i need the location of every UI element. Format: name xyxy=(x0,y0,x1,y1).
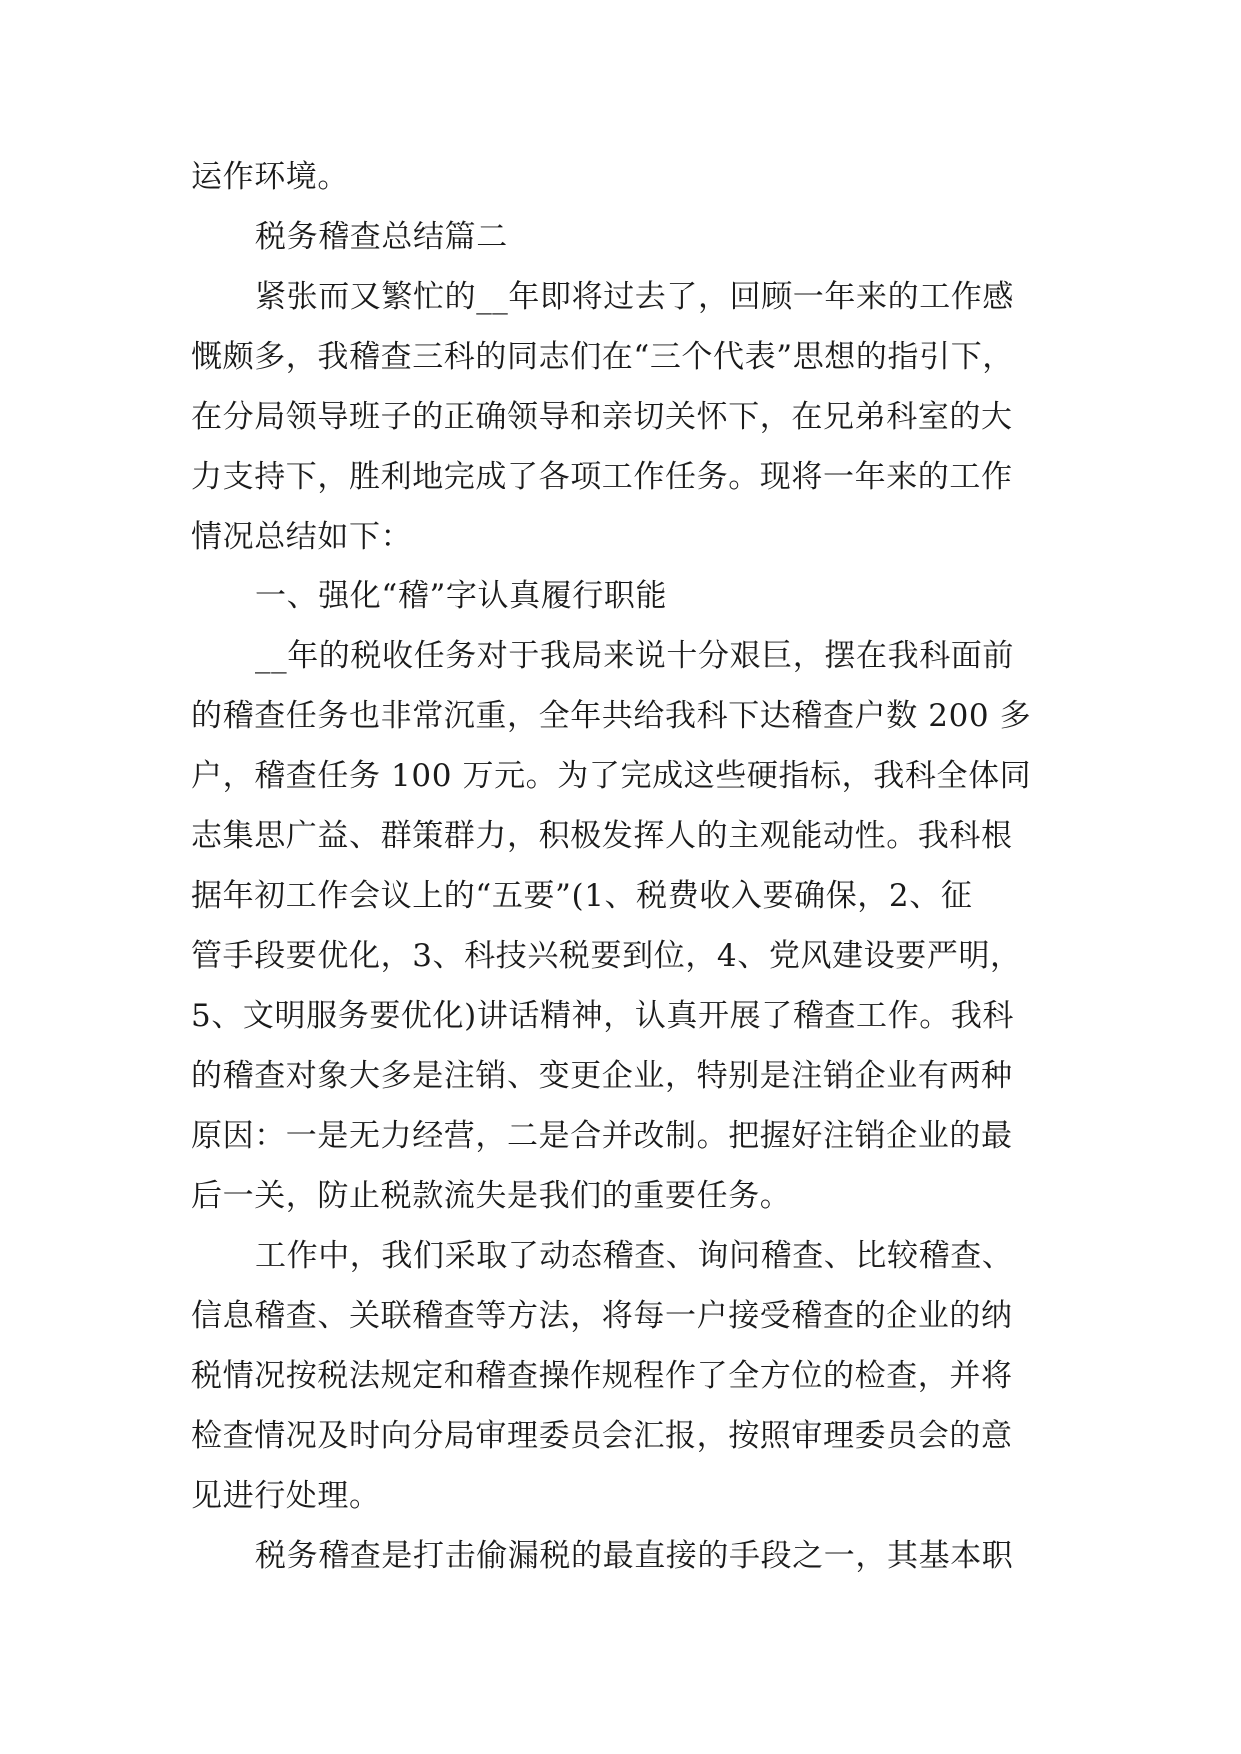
text-line-18: 后一关，防止税款流失是我们的重要任务。 xyxy=(191,1178,792,1214)
text-line-7: 情况总结如下： xyxy=(191,519,413,555)
text-line-19: 工作中，我们采取了动态稽查、询问稽查、比较稽查、 xyxy=(255,1238,1014,1274)
text-line-12: 志集思广益、群策群力，积极发挥人的主观能动性。我科根 xyxy=(191,818,1013,854)
section-heading: 税务稽查总结篇二 xyxy=(255,219,508,255)
text-line-22: 检查情况及时向分局审理委员会汇报，按照审理委员会的意 xyxy=(191,1418,1013,1454)
text-line-16: 的稽查对象大多是注销、变更企业，特别是注销企业有两种 xyxy=(191,1058,1013,1094)
text-line-23: 见进行处理。 xyxy=(191,1478,381,1514)
text-line-15: 5、文明服务要优化)讲话精神，认真开展了稽查工作。我科 xyxy=(191,998,1015,1034)
text-line-1: 运作环境。 xyxy=(191,159,349,195)
text-line-20: 信息稽查、关联稽查等方法，将每一户接受稽查的企业的纳 xyxy=(191,1298,1013,1334)
text-line-10: 的稽查任务也非常沉重，全年共给我科下达稽查户数 200 多 xyxy=(191,698,1032,734)
text-line-17: 原因：一是无力经营，二是合并改制。把握好注销企业的最 xyxy=(191,1118,1013,1154)
text-line-11: 户，稽查任务 100 万元。为了完成这些硬指标，我科全体同 xyxy=(191,758,1032,794)
text-line-6: 力支持下，胜利地完成了各项工作任务。现将一年来的工作 xyxy=(191,459,1013,495)
text-line-5: 在分局领导班子的正确领导和亲切关怀下，在兄弟科室的大 xyxy=(191,399,1013,435)
text-line-9: __年的税收任务对于我局来说十分艰巨，摆在我科面前 xyxy=(255,638,1014,674)
text-line-21: 税情况按税法规定和稽查操作规程作了全方位的检查，并将 xyxy=(191,1358,1013,1394)
text-line-14: 管手段要优化，3、科技兴税要到位，4、党风建设要严明， xyxy=(191,938,1022,974)
text-line-4: 慨颇多，我稽查三科的同志们在“三个代表”思想的指引下， xyxy=(191,339,1014,375)
subheading: 一、强化“稽”字认真履行职能 xyxy=(255,578,668,614)
text-line-13: 据年初工作会议上的“五要”(1、税费收入要确保，2、征 xyxy=(191,878,973,914)
text-line-24: 税务稽查是打击偷漏税的最直接的手段之一，其基本职 xyxy=(255,1538,1014,1574)
text-line-3: 紧张而又繁忙的__年即将过去了，回顾一年来的工作感 xyxy=(255,279,1014,315)
